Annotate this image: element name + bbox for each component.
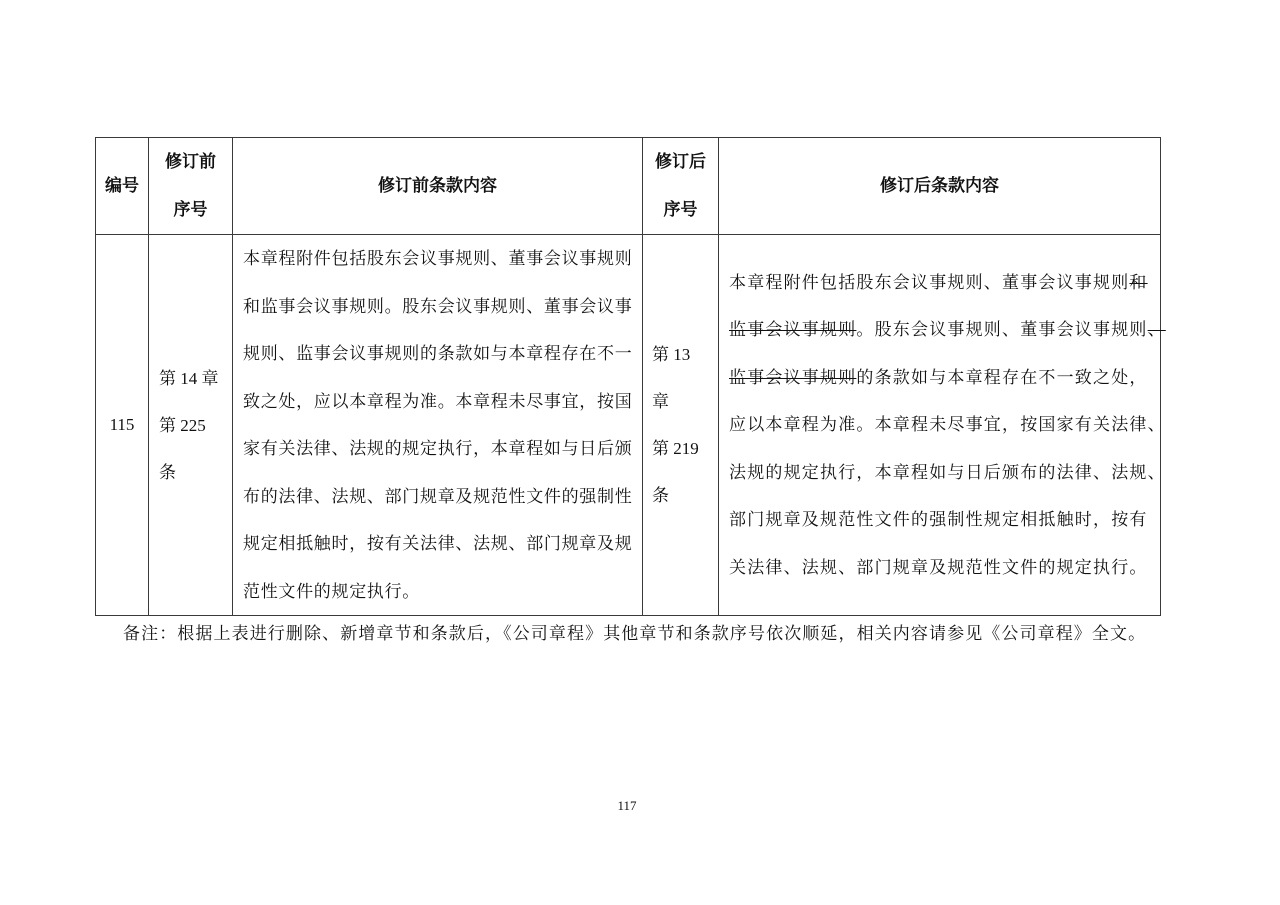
header-number-label: 编号 [105,176,139,195]
header-after-seq-line: 修订后 [655,152,706,171]
before-content-line: 本章程附件包括股东会议事规则、董事会议事规则 [243,249,633,268]
after-content-cell [719,235,1166,616]
header-before-content [233,138,643,235]
kept-text: 的条款如与本章程存在不一致之处， [856,367,1148,387]
header-before-content-label: 修订前条款内容 [378,176,497,195]
deleted-text: 监事会议事规则 [729,320,857,340]
deleted-text: 监事会议事规则 [729,367,857,387]
after-seq-line: 第 13 [652,345,691,364]
deleted-text: 、 [1147,320,1166,340]
after-seq-line: 条 [652,486,669,505]
kept-text: 部门规章及规范性文件的强制性规定相抵触时，按有 [729,510,1148,530]
deleted-text: 和 [1129,272,1148,292]
row-number-cell [96,235,149,616]
kept-text: 法规的规定执行，本章程如与日后颁布的法律、法规、 [729,462,1166,482]
after-seq-line: 第 219 [652,439,699,458]
before-content-line: 规定相抵触时，按有关法律、法规、部门规章及规 [243,534,633,553]
header-after-content [719,138,1161,235]
before-content-cell [233,235,643,616]
kept-text: 应以本章程为准。本章程未尽事宜，按国家有关法律、 [729,415,1166,435]
after-seq-line: 章 [652,392,669,411]
after-content-line [729,401,1166,449]
header-after-seq [643,138,719,235]
header-before-seq-line: 修订前 [165,152,216,171]
before-seq-line: 第 225 [159,415,206,435]
before-content-line: 致之处，应以本章程为准。本章程未尽事宜，按国 [243,391,633,411]
table-header-row [96,138,1161,235]
kept-text: 本章程附件包括股东会议事规则、董事会议事规则 [729,272,1130,292]
row-number: 115 [109,415,135,434]
before-seq-cell [149,235,233,616]
header-number [96,138,149,235]
footnote: 备注：根据上表进行删除、新增章节和条款后，《公司章程》其他章节和条款序号依次顺延，相关内容请参见《公司章程》全文。 [123,624,1147,643]
before-content-line: 规则、监事会议事规则的条款如与本章程存在不一 [243,344,633,363]
before-seq-line: 条 [159,462,176,482]
table-row [96,235,1161,616]
header-before-seq [149,138,233,235]
after-content-line [729,259,1154,307]
header-after-content-label: 修订后条款内容 [880,176,999,195]
after-content-line [729,306,1166,354]
kept-text: 。股东会议事规则、董事会议事规则 [856,320,1148,340]
before-seq-line: 第 14 章 [159,368,219,388]
after-content-line [729,544,1154,592]
revision-table [95,137,1166,616]
after-content-line [729,449,1166,497]
page-number: 117 [617,798,637,813]
header-before-seq-line: 序号 [173,200,208,219]
before-content-line: 和监事会议事规则。股东会议事规则、董事会议事 [243,296,633,316]
before-content-line: 范性文件的规定执行。 [243,581,420,601]
after-seq-cell [643,235,719,616]
before-content-line: 布的法律、法规、部门规章及规范性文件的强制性 [243,486,633,506]
before-content-line: 家有关法律、法规的规定执行，本章程如与日后颁 [243,439,633,458]
header-after-seq-line: 序号 [663,200,698,219]
kept-text: 关法律、法规、部门规章及规范性文件的规定执行。 [729,557,1148,577]
after-content-line [729,496,1154,544]
after-content-line [729,354,1154,402]
